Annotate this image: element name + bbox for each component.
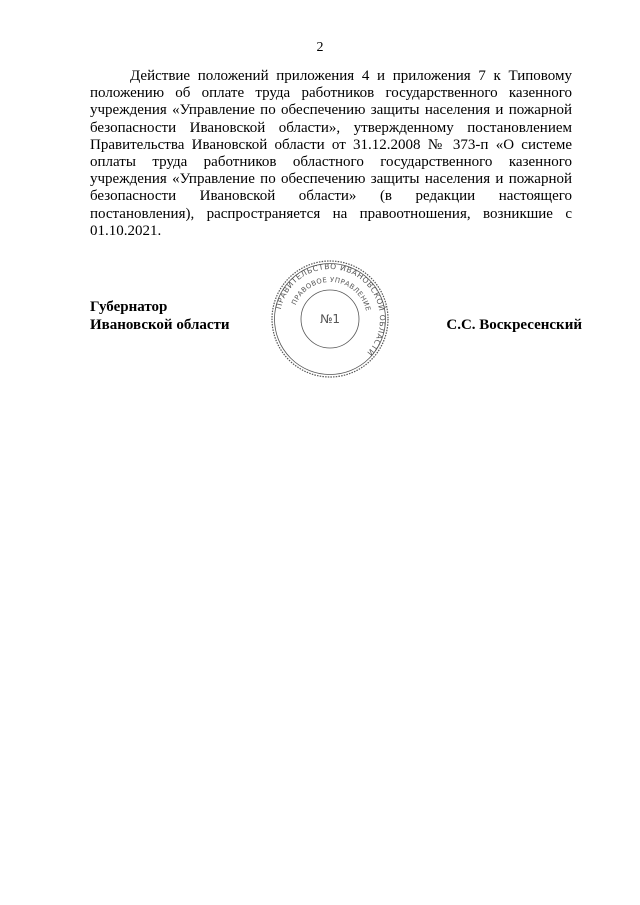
signer-title-line1: Губернатор: [90, 299, 168, 315]
seal-center-text: №1: [319, 312, 341, 326]
signer-title-line2: Ивановской области: [90, 316, 230, 333]
body-paragraph: Действие положений приложения 4 и приложения 7 к Типовому положению об оплате труда работников государственного казенного учреждения «Управление по обеспечению защиты населения и пожарной безопасности Ивановской области», утвержденному постановлением Правительства Ивановской области от 31.12.2008 № 373-п «О системе оплаты труда работников областного государственного казенного учреждения «Управление по обеспечению защиты населения и пожарной безопасности Ивановской области» (в редакции настоящего постановления), распространяется на правоотношения, возникшие с 01.10.2021.: [90, 68, 572, 239]
official-seal: [269, 258, 391, 380]
signer-title: [90, 299, 230, 334]
page-number: 2: [316, 40, 324, 55]
signer-name: С.С. Воскресенский: [446, 316, 582, 333]
seal-inner-text: ПРАВОВОЕ УПРАВЛЕНИЕ: [290, 275, 373, 313]
seal-ring-text: ПРАВИТЕЛЬСТВО ИВАНОВСКОЙ ОБЛАСТИ: [273, 261, 388, 358]
